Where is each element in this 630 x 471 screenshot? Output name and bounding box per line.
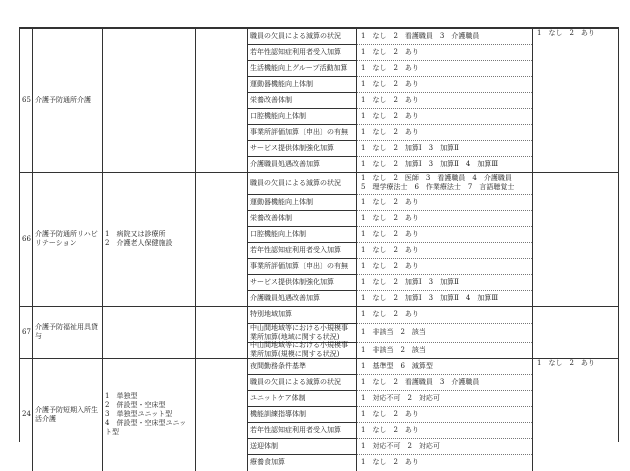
item-options: 1 なし 2 あり bbox=[361, 127, 419, 136]
item-name: 栄養改善体制 bbox=[250, 95, 292, 104]
facility-type-list bbox=[105, 358, 192, 471]
item-options: 1 なし 2 あり bbox=[361, 261, 419, 270]
column-divider bbox=[356, 172, 357, 306]
service-name: 介護予防通所介護 bbox=[35, 95, 91, 104]
item-options: 1 対応不可 2 対応可 bbox=[361, 393, 440, 402]
column-divider bbox=[102, 358, 103, 471]
item-name: 職員の欠員による減算の状況 bbox=[250, 31, 341, 40]
facility-type-list bbox=[105, 172, 192, 306]
item-name: 生活機能向上グループ活動加算 bbox=[250, 63, 348, 72]
item-options: 1 基準型 6 減算型 bbox=[361, 361, 433, 370]
service-code: 66 bbox=[22, 234, 31, 243]
column-divider bbox=[247, 306, 248, 358]
column-divider bbox=[32, 172, 33, 306]
column-divider bbox=[195, 306, 196, 358]
item-options: 1 非該当 2 該当 bbox=[361, 345, 426, 354]
column-divider bbox=[356, 306, 357, 358]
item-name: 栄養改善体制 bbox=[250, 213, 292, 222]
column-divider bbox=[532, 358, 533, 471]
facility-type-item: 1 単独型 bbox=[105, 392, 138, 400]
facility-type-item: 3 単独型ユニット型 bbox=[105, 410, 173, 418]
column-divider bbox=[532, 172, 533, 306]
item-options: 1 なし 2 あり bbox=[361, 213, 419, 222]
item-name: 若年性認知症利用者受入加算 bbox=[250, 425, 341, 434]
item-name: 特別地域加算 bbox=[250, 310, 292, 318]
item-options: 1 なし 2 加算Ⅰ 3 加算Ⅱ bbox=[361, 143, 459, 152]
column-divider bbox=[32, 358, 33, 471]
column-divider bbox=[247, 172, 248, 306]
item-options: 1 非該当 2 該当 bbox=[361, 328, 426, 336]
option-line: 1 なし 2 医師 3 看護職員 4 介護職員 bbox=[361, 174, 512, 182]
service-code: 24 bbox=[22, 410, 31, 418]
column-divider bbox=[102, 172, 103, 306]
service-table bbox=[19, 27, 619, 466]
item-name: 夜間勤務条件基準 bbox=[250, 361, 306, 370]
column-divider bbox=[102, 28, 103, 172]
column-divider bbox=[532, 28, 533, 172]
item-options: 1 なし 2 あり bbox=[361, 111, 419, 120]
extra-option: 1 なし 2 あり bbox=[537, 359, 595, 367]
item-options: 1 なし 2 あり bbox=[361, 458, 419, 466]
item-options: 1 なし 2 加算Ⅰ 3 加算Ⅱ 4 加算Ⅲ bbox=[361, 293, 499, 302]
facility-type-item: 1 病院又は診療所 bbox=[105, 230, 166, 238]
item-name: サービス提供体制強化加算 bbox=[250, 143, 334, 152]
item-options: 1 なし 2 あり bbox=[361, 409, 419, 418]
column-divider bbox=[32, 28, 33, 172]
item-name: 若年性認知症利用者受入加算 bbox=[250, 47, 341, 56]
service-name: 介護予防通所リハビリテーション bbox=[35, 230, 98, 247]
item-options: 1 なし 2 あり bbox=[361, 229, 419, 238]
item-name: ユニットケア体制 bbox=[250, 393, 306, 402]
extra-option: 1 なし 2 あり bbox=[537, 29, 595, 37]
column-divider bbox=[102, 306, 103, 358]
item-options: 1 なし 2 あり bbox=[361, 63, 419, 72]
item-options: 1 なし 2 あり bbox=[361, 47, 419, 56]
item-name: 中山間地域等における小規模事業所加算(規模に関する状況) bbox=[250, 341, 348, 358]
column-divider bbox=[532, 306, 533, 358]
service-code: 67 bbox=[22, 327, 31, 336]
column-divider bbox=[195, 172, 196, 306]
column-divider bbox=[356, 28, 357, 172]
column-divider bbox=[195, 358, 196, 471]
item-options: 1 なし 2 看護職員 3 介護職員 bbox=[361, 377, 480, 386]
column-divider bbox=[195, 28, 196, 172]
facility-type-item: 4 併設型・空床型ユニット型 bbox=[105, 419, 187, 436]
item-options: 1 なし 2 あり bbox=[361, 425, 419, 434]
item-name: 運動器機能向上体制 bbox=[250, 79, 313, 88]
item-options: 1 なし 2 あり bbox=[361, 197, 419, 206]
item-name: 口腔機能向上体制 bbox=[250, 229, 306, 238]
item-name: 運動器機能向上体制 bbox=[250, 197, 313, 206]
item-name: 療養食加算 bbox=[250, 458, 285, 466]
item-options bbox=[361, 174, 529, 192]
item-name: 事業所評価加算〔申出〕の有無 bbox=[250, 261, 348, 270]
item-name: 介護職員処遇改善加算 bbox=[250, 159, 320, 168]
item-name: サービス提供体制強化加算 bbox=[250, 277, 334, 286]
item-options: 1 なし 2 看護職員 3 介護職員 bbox=[361, 31, 480, 40]
item-name: 中山間地域等における小規模事業所加算(地域に関する状況) bbox=[250, 323, 348, 341]
column-divider bbox=[247, 28, 248, 172]
item-name: 若年性認知症利用者受入加算 bbox=[250, 245, 341, 254]
item-name: 職員の欠員による減算の状況 bbox=[250, 178, 341, 187]
item-name: 介護職員処遇改善加算 bbox=[250, 293, 320, 302]
column-divider bbox=[247, 358, 248, 471]
item-name: 事業所評価加算〔申出〕の有無 bbox=[250, 127, 348, 136]
item-name: 口腔機能向上体制 bbox=[250, 111, 306, 120]
column-divider bbox=[356, 358, 357, 471]
facility-type-item: 2 介護老人保健施設 bbox=[105, 239, 173, 247]
item-name: 送迎体制 bbox=[250, 441, 278, 450]
item-options: 1 なし 2 加算Ⅰ 3 加算Ⅱ 4 加算Ⅲ bbox=[361, 159, 499, 168]
item-options: 1 なし 2 あり bbox=[361, 310, 419, 318]
service-code: 65 bbox=[22, 95, 31, 104]
service-name: 介護予防福祉用具貸与 bbox=[35, 323, 98, 340]
facility-type-item: 2 併設型・空床型 bbox=[105, 401, 166, 409]
item-options: 1 なし 2 あり bbox=[361, 79, 419, 88]
service-name: 介護予防短期入所生活介護 bbox=[35, 405, 98, 423]
item-options: 1 なし 2 あり bbox=[361, 95, 419, 104]
item-options: 1 なし 2 あり bbox=[361, 245, 419, 254]
item-name: 機能訓練指導体制 bbox=[250, 409, 306, 418]
option-line: 5 理学療法士 6 作業療法士 7 言語聴覚士 bbox=[361, 183, 515, 191]
item-name: 職員の欠員による減算の状況 bbox=[250, 377, 341, 386]
column-divider bbox=[32, 306, 33, 358]
item-options: 1 なし 2 加算Ⅰ 3 加算Ⅱ bbox=[361, 277, 459, 286]
item-options: 1 対応不可 2 対応可 bbox=[361, 441, 440, 450]
